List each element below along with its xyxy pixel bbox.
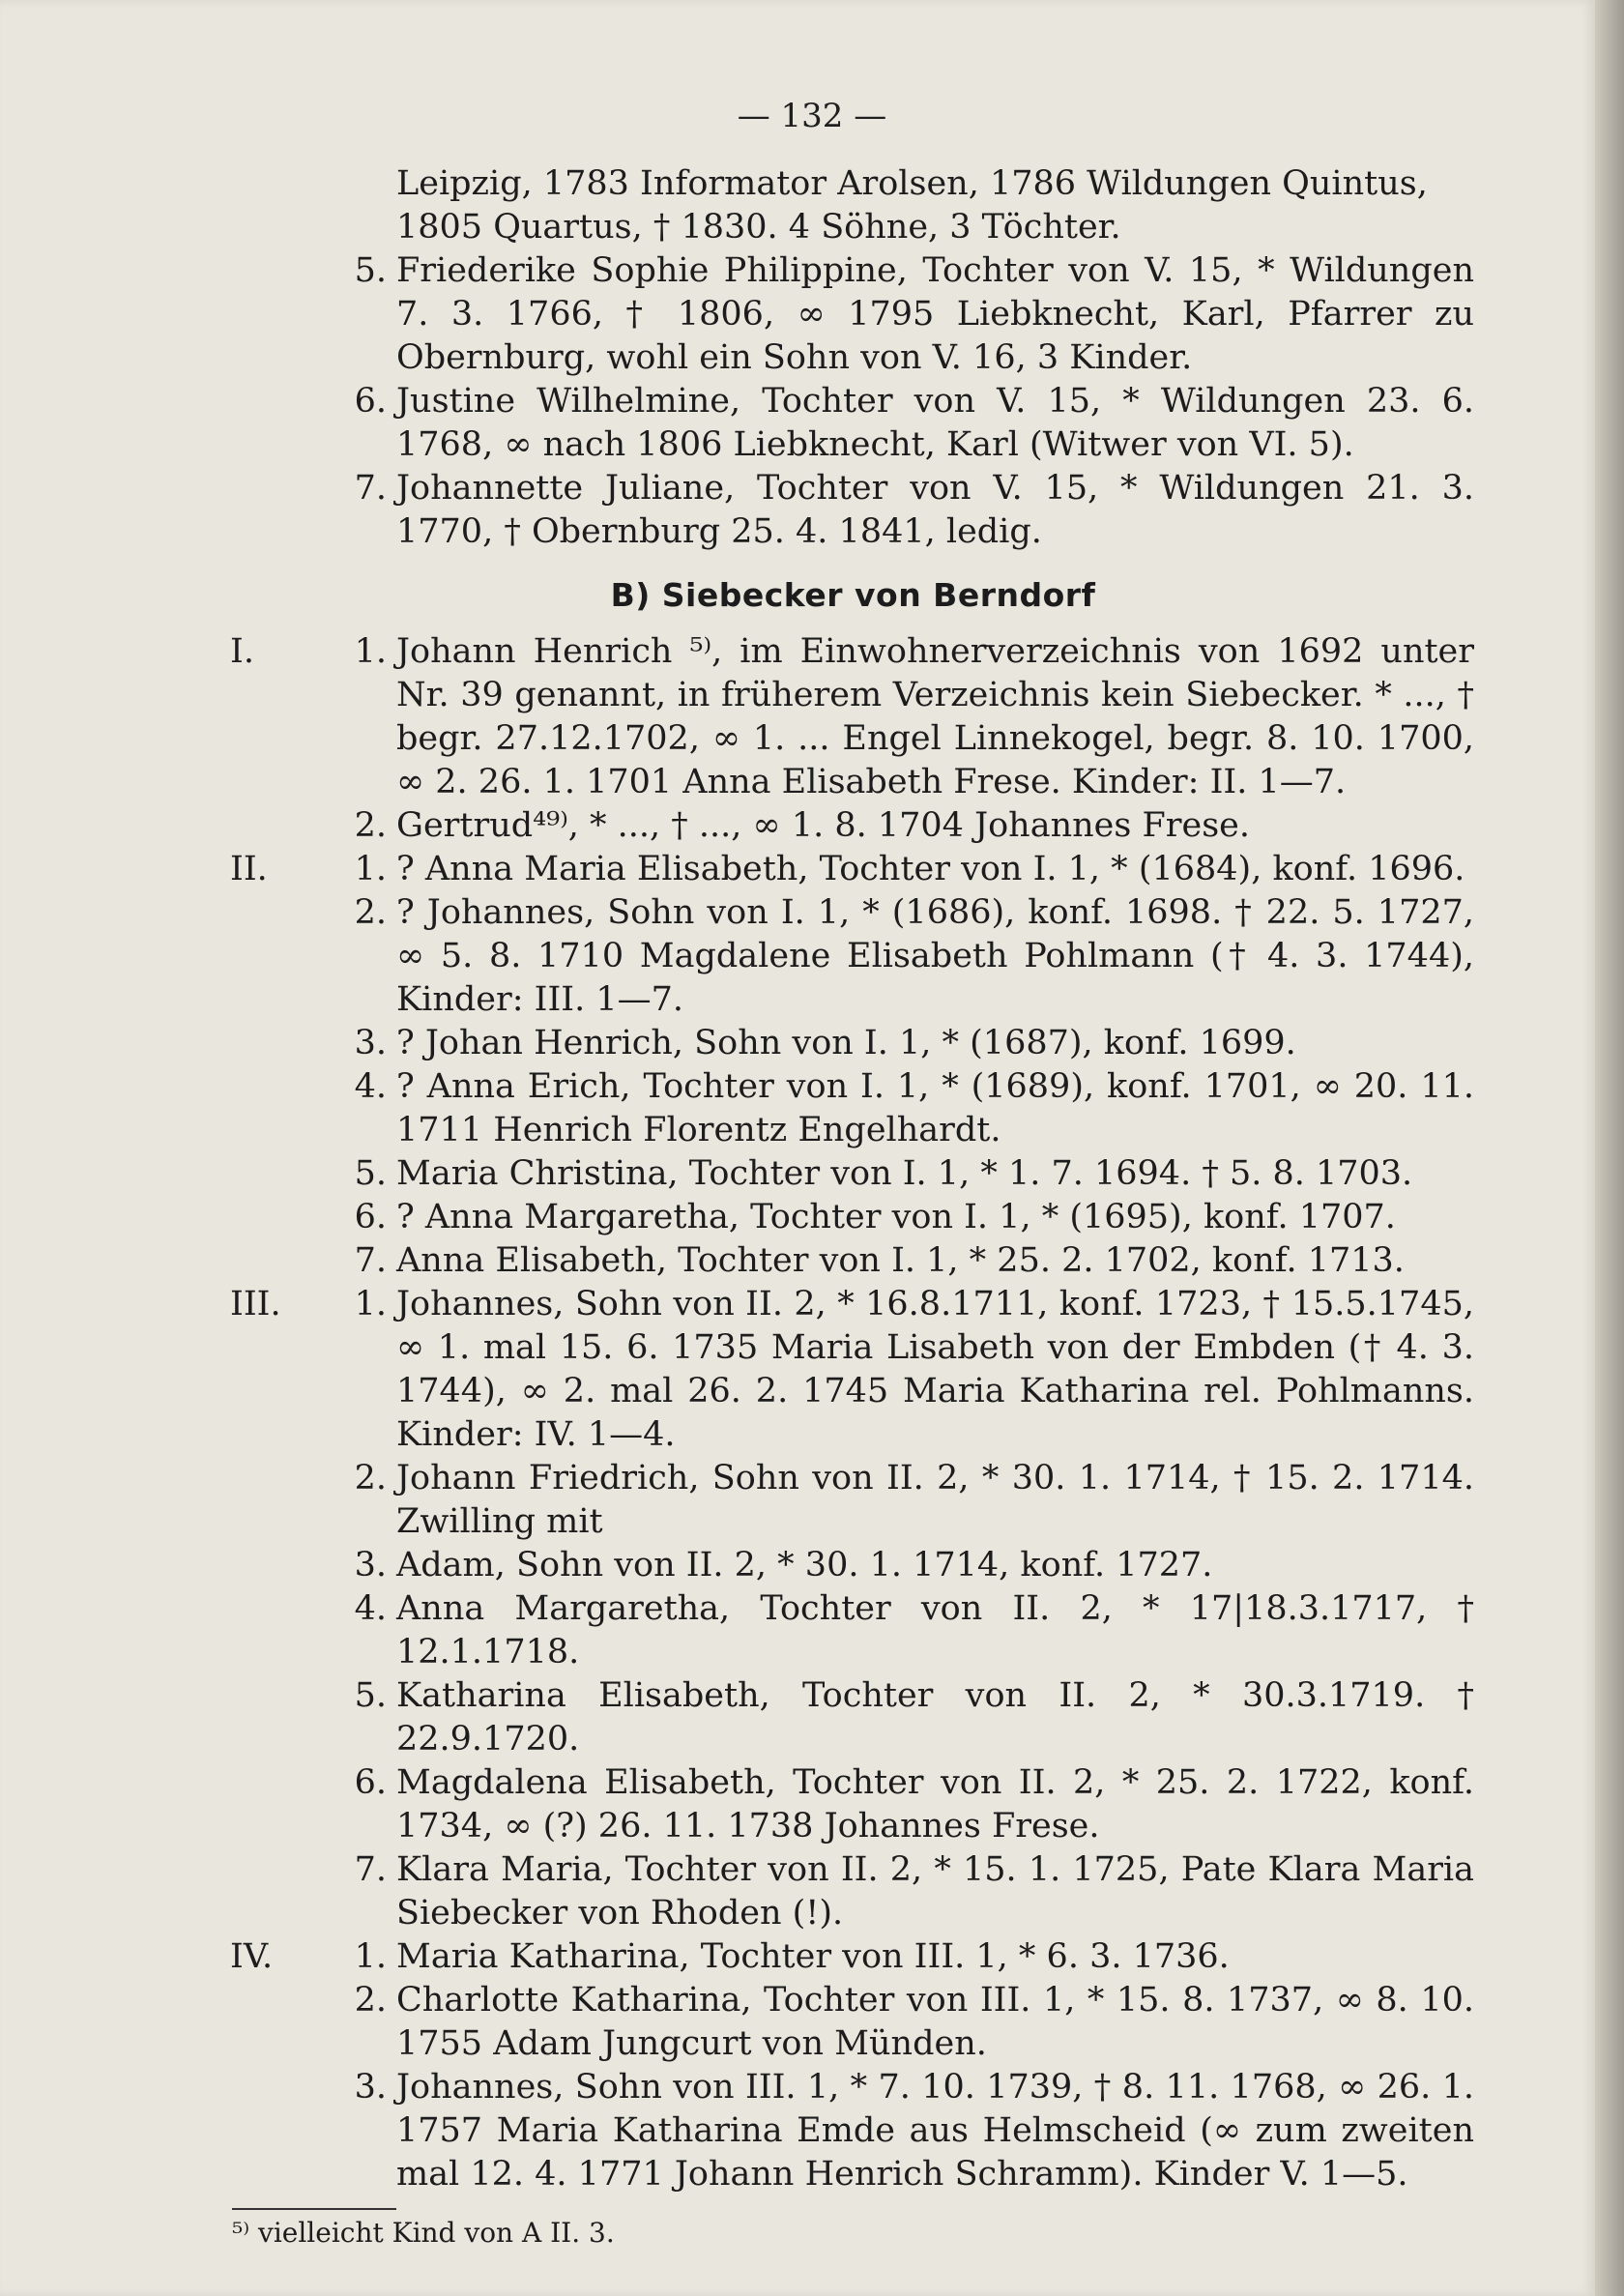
entry-number: 4.	[354, 1067, 387, 1106]
generation-label: III.	[230, 1285, 281, 1323]
genealogy-entry	[232, 891, 1474, 1022]
entry-text: Johann Henrich ⁵⁾, im Einwohnerverzeichnis von 1692 unter Nr. 39 genannt, in früherem Verzeichnis kein Siebecker. * ..., † begr. 27.12.1702, ∞ 1. ... Engel Linnekogel, begr. 8. 10. 1700, ∞ 2. 26. 1. 1701 Anna Elisabeth Frese. Kinder: II. 1—7.	[396, 632, 1474, 801]
genealogy-entry	[232, 1196, 1474, 1239]
genealogy-entry	[232, 804, 1474, 848]
entry-text: Johannes, Sohn von III. 1, * 7. 10. 1739, † 8. 11. 1768, ∞ 26. 1. 1757 Maria Katharina Emde aus Helmscheid (∞ zum zweiten mal 12. 4. 1771 Johann Henrich Schramm). Kinder V. 1—5.	[396, 2068, 1474, 2194]
entry-number: 3.	[354, 1546, 387, 1584]
entry-text: Klara Maria, Tochter von II. 2, * 15. 1. 1725, Pate Klara Maria Siebecker von Rhoden (!).	[396, 1850, 1474, 1933]
entry-text: ? Johannes, Sohn von I. 1, * (1686), konf. 1698. † 22. 5. 1727, ∞ 5. 8. 1710 Magdalene Elisabeth Pohlmann († 4. 3. 1744), Kinder: III. 1—7.	[396, 893, 1474, 1019]
generation-label: I.	[230, 632, 254, 671]
genealogy-entry	[232, 467, 1474, 554]
entry-number: 6.	[354, 1763, 387, 1802]
entry-number: 1.	[354, 850, 387, 888]
genealogy-entry	[232, 380, 1474, 467]
entry-number: 2.	[354, 1981, 387, 2020]
genealogy-entry	[232, 1152, 1474, 1196]
entry-number: 3.	[354, 2068, 387, 2107]
entry-text: Justine Wilhelmine, Tochter von V. 15, * Wildungen 23. 6. 1768, ∞ nach 1806 Liebknecht, Karl (Witwer von VI. 5).	[396, 382, 1474, 464]
scan-right-edge	[1595, 0, 1624, 2296]
entry-text: ? Anna Maria Elisabeth, Tochter von I. 1, * (1684), konf. 1696.	[396, 850, 1465, 888]
genealogy-entry	[232, 1457, 1474, 1544]
genealogy-entry	[232, 249, 1474, 380]
entry-number: 4.	[354, 1589, 387, 1628]
genealogy-entry	[232, 2066, 1474, 2196]
entry-text: Gertrud⁴⁹⁾, * ..., † ..., ∞ 1. 8. 1704 Johannes Frese.	[396, 806, 1250, 845]
entry-text: Anna Elisabeth, Tochter von I. 1, * 25. 2. 1702, konf. 1713.	[396, 1241, 1405, 1280]
intro-paragraph	[232, 162, 1474, 249]
entry-text: Johann Friedrich, Sohn von II. 2, * 30. 1. 1714, † 15. 2. 1714. Zwilling mit	[396, 1459, 1474, 1541]
genealogy-entry	[232, 1283, 1474, 1457]
section-heading: B) Siebecker von Berndorf	[610, 576, 1096, 614]
genealogy-entry	[232, 630, 1474, 804]
section-a-entries	[232, 249, 1474, 554]
entry-text: Friederike Sophie Philippine, Tochter von V. 15, * Wildungen 7. 3. 1766, † 1806, ∞ 1795 Liebknecht, Karl, Pfarrer zu Obernburg, wohl ein Sohn von V. 16, 3 Kinder.	[396, 251, 1474, 377]
entry-number: 7.	[354, 469, 387, 508]
entry-text: ? Johan Henrich, Sohn von I. 1, * (1687), konf. 1699.	[396, 1024, 1296, 1062]
entry-text: ? Anna Margaretha, Tochter von I. 1, * (1695), konf. 1707.	[396, 1198, 1396, 1236]
intro-line: Leipzig, 1783 Informator Arolsen, 1786 Wildungen Quintus,	[396, 164, 1428, 203]
entry-text: Katharina Elisabeth, Tochter von II. 2, * 30.3.1719. † 22.9.1720.	[396, 1676, 1474, 1758]
entry-text: Maria Christina, Tochter von I. 1, * 1. 7. 1694. † 5. 8. 1703.	[396, 1154, 1413, 1193]
entry-text: Adam, Sohn von II. 2, * 30. 1. 1714, konf. 1727.	[396, 1546, 1213, 1584]
entry-text: Johannes, Sohn von II. 2, * 16.8.1711, konf. 1723, † 15.5.1745, ∞ 1. mal 15. 6. 1735 Maria Lisabeth von der Embden († 4. 3. 1744), ∞ 2. mal 26. 2. 1745 Maria Katharina rel. Pohlmanns. Kinder: IV. 1—4.	[396, 1285, 1474, 1454]
entry-number: 6.	[354, 382, 387, 421]
entry-number: 2.	[354, 1459, 387, 1497]
generation-label: II.	[230, 850, 268, 888]
genealogy-entry	[232, 1065, 1474, 1152]
entry-number: 5.	[354, 1154, 387, 1193]
genealogy-entry	[232, 1587, 1474, 1674]
page-content	[232, 162, 1474, 2251]
entry-text: Charlotte Katharina, Tochter von III. 1, * 15. 8. 1737, ∞ 8. 10. 1755 Adam Jungcurt von Münden.	[396, 1981, 1474, 2063]
entry-text: Magdalena Elisabeth, Tochter von II. 2, * 25. 2. 1722, konf. 1734, ∞ (?) 26. 11. 1738 Johannes Frese.	[396, 1763, 1474, 1846]
genealogy-entry	[232, 1848, 1474, 1935]
genealogy-entry	[232, 1022, 1474, 1065]
footnote: ⁵⁾ vielleicht Kind von A II. 3.	[232, 2217, 615, 2249]
intro-line: 1805 Quartus, † 1830. 4 Söhne, 3 Töchter.	[396, 208, 1121, 247]
genealogy-entry	[232, 1761, 1474, 1848]
entry-number: 2.	[354, 893, 387, 932]
footnote-divider	[232, 2208, 396, 2210]
entry-number: 3.	[354, 1024, 387, 1062]
genealogy-entry	[232, 848, 1474, 891]
entry-text: Maria Katharina, Tochter von III. 1, * 6. 3. 1736.	[396, 1937, 1230, 1976]
entry-number: 1.	[354, 632, 387, 671]
entry-number: 6.	[354, 1198, 387, 1236]
entry-number: 5.	[354, 251, 387, 290]
entry-text: Anna Margaretha, Tochter von II. 2, * 17|18.3.1717, † 12.1.1718.	[396, 1589, 1474, 1671]
generation-label: IV.	[230, 1937, 274, 1976]
entry-text: ? Anna Erich, Tochter von I. 1, * (1689), konf. 1701, ∞ 20. 11. 1711 Henrich Florentz Engelhardt.	[396, 1067, 1474, 1149]
entry-number: 7.	[354, 1241, 387, 1280]
entry-number: 2.	[354, 806, 387, 845]
entry-number: 7.	[354, 1850, 387, 1889]
entry-number: 1.	[354, 1285, 387, 1323]
genealogy-entry	[232, 1239, 1474, 1283]
entry-number: 5.	[354, 1676, 387, 1715]
genealogy-entry	[232, 1979, 1474, 2066]
genealogy-entry	[232, 1544, 1474, 1587]
genealogy-entry	[232, 1935, 1474, 1979]
page-number: — 132 —	[737, 97, 887, 135]
entry-number: 1.	[354, 1937, 387, 1976]
entry-text: Johannette Juliane, Tochter von V. 15, * Wildungen 21. 3. 1770, † Obernburg 25. 4. 1841, ledig.	[396, 469, 1474, 551]
section-b-entries	[232, 630, 1474, 2196]
genealogy-entry	[232, 1674, 1474, 1761]
